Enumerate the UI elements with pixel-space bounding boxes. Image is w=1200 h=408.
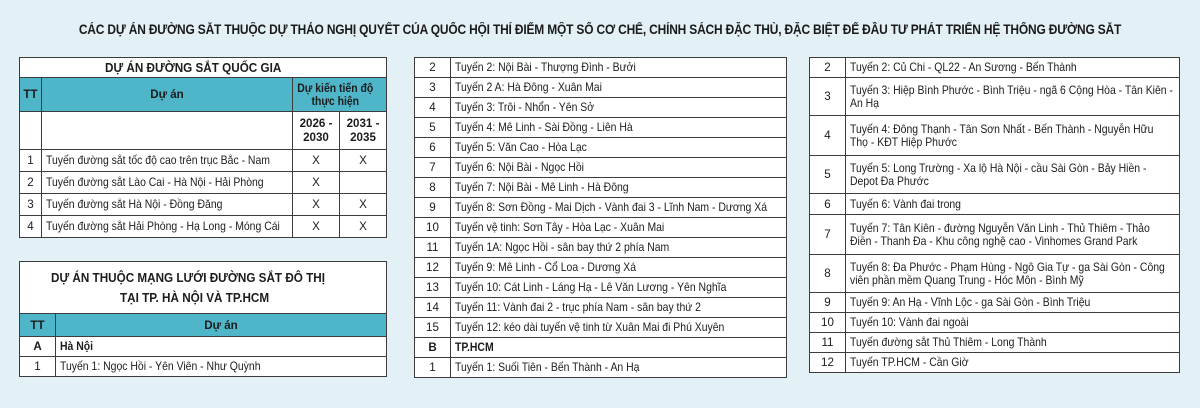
mark-2026-2030: X	[293, 150, 340, 172]
mark-2031-2035: X	[340, 194, 387, 216]
table-row	[810, 78, 1180, 116]
row-number: 7	[810, 215, 846, 255]
table-row	[810, 194, 1180, 215]
urban-projects-table-right	[809, 57, 1180, 373]
mark-2031-2035: X	[340, 150, 387, 172]
project-name: Tuyến 10: Cát Linh - Láng Hạ - Lê Văn Lương - Yên Nghĩa	[451, 278, 787, 298]
col-header-period-2031-2035: 2031 - 2035	[340, 112, 387, 150]
project-name: Tuyến 10: Vành đai ngoài	[846, 313, 1180, 333]
project-name: Tuyến 6: Nội Bài - Ngọc Hồi	[451, 158, 787, 178]
group-row-hcm	[415, 338, 787, 358]
project-name: Tuyến đường sắt Hải Phòng - Hạ Long - Móng Cái	[42, 216, 293, 238]
table-row	[415, 98, 787, 118]
table-row	[20, 216, 387, 238]
row-number: 15	[415, 318, 451, 338]
row-number: 8	[415, 178, 451, 198]
table-row	[415, 198, 787, 218]
row-number: 5	[415, 118, 451, 138]
table-row	[415, 238, 787, 258]
group-name: TP.HCM	[451, 338, 787, 358]
project-name: Tuyến 5: Long Trường - Xa lộ Hà Nội - cầu Sài Gòn - Bảy Hiền - Depot Đa Phước	[846, 156, 1180, 194]
row-number: 14	[415, 298, 451, 318]
col-header-project: Dự án	[56, 314, 387, 337]
row-number: 2	[415, 58, 451, 78]
table-row	[810, 313, 1180, 333]
table-row	[810, 353, 1180, 373]
project-name: Tuyến 2: Nội Bài - Thượng Đình - Bưởi	[451, 58, 787, 78]
row-number: 12	[810, 353, 846, 373]
col-header-tt: TT	[20, 78, 42, 112]
project-name: Tuyến 7: Tân Kiên - đường Nguyễn Văn Linh - Thủ Thiêm - Thảo Điền - Thanh Đa - Khu công nghệ cao - Vinhomes Grand Park	[846, 215, 1180, 255]
row-number: 8	[810, 255, 846, 293]
project-name: Tuyến đường sắt tốc độ cao trên trục Bắc - Nam	[42, 150, 293, 172]
mark-2031-2035	[340, 172, 387, 194]
row-number: 6	[810, 194, 846, 215]
row-number: 5	[810, 156, 846, 194]
project-name: Tuyến 2 A: Hà Đông - Xuân Mai	[451, 78, 787, 98]
project-name: Tuyến 6: Vành đai trong	[846, 194, 1180, 215]
row-number: 2	[20, 172, 42, 194]
project-name: Tuyến 5: Văn Cao - Hòa Lạc	[451, 138, 787, 158]
project-name: Tuyến 4: Đông Thạnh - Tân Sơn Nhất - Bến Thành - Nguyễn Hữu Thọ - KĐT Hiệp Phước	[846, 116, 1180, 156]
row-number: 9	[810, 293, 846, 313]
project-name: Tuyến 2: Củ Chi - QL22 - An Sương - Bến Thành	[846, 58, 1180, 78]
table-row	[415, 58, 787, 78]
table-row	[415, 178, 787, 198]
table-row	[810, 333, 1180, 353]
table-row	[415, 138, 787, 158]
table-row	[810, 156, 1180, 194]
row-number: 7	[415, 158, 451, 178]
table-row	[415, 258, 787, 278]
group-label: B	[415, 338, 451, 358]
table-row	[810, 255, 1180, 293]
page-title: CÁC DỰ ÁN ĐƯỜNG SẮT THUỘC DỰ THẢO NGHỊ QUYẾT CỦA QUỐC HỘI THÍ ĐIỂM MỘT SỐ CƠ CHẾ, CHÍNH SÁCH ĐẶC THÙ, ĐẶC BIỆT ĐỂ ĐẦU TƯ PHÁT TRIỂN HỆ THỐNG ĐƯỜNG SẮT	[78, 22, 1122, 37]
table-row	[20, 194, 387, 216]
table-row	[415, 298, 787, 318]
table-row	[810, 293, 1180, 313]
table-row	[415, 218, 787, 238]
project-name: Tuyến đường sắt Thủ Thiêm - Long Thành	[846, 333, 1180, 353]
table-row	[415, 318, 787, 338]
project-name: Tuyến 7: Nội Bài - Mê Linh - Hà Đông	[451, 178, 787, 198]
table-row	[415, 78, 787, 98]
project-name: Tuyến 3: Hiệp Bình Phước - Bình Triệu - ngã 6 Cộng Hòa - Tân Kiên - An Hạ	[846, 78, 1180, 116]
table-row	[20, 357, 387, 377]
row-number: 10	[415, 218, 451, 238]
row-number: 4	[810, 116, 846, 156]
project-name: Tuyến vệ tinh: Sơn Tây - Hòa Lạc - Xuân Mai	[451, 218, 787, 238]
col-header-period-2026-2030: 2026 - 2030	[293, 112, 340, 150]
project-name: Tuyến 12: kéo dài tuyến vệ tinh từ Xuân Mai đi Phú Xuyên	[451, 318, 787, 338]
table-row	[415, 158, 787, 178]
project-name: Tuyến 1: Ngọc Hồi - Yên Viên - Như Quỳnh	[56, 357, 387, 377]
table-row	[415, 118, 787, 138]
project-name: Tuyến 11: Vành đai 2 - trục phía Nam - sân bay thứ 2	[451, 298, 787, 318]
table-row	[415, 358, 787, 378]
mark-2026-2030: X	[293, 172, 340, 194]
group-row-hanoi	[20, 337, 387, 357]
col-header-schedule: Dự kiến tiến độ thực hiện	[293, 78, 387, 112]
col-header-tt: TT	[20, 314, 56, 337]
project-name: Tuyến 9: Mê Linh - Cổ Loa - Dương Xá	[451, 258, 787, 278]
table-row	[20, 150, 387, 172]
project-name: Tuyến 3: Trôi - Nhổn - Yên Sở	[451, 98, 787, 118]
project-name: Tuyến 9: An Hạ - Vĩnh Lộc - ga Sài Gòn - Bình Triệu	[846, 293, 1180, 313]
mark-2031-2035: X	[340, 216, 387, 238]
row-number: 1	[20, 357, 56, 377]
project-name: Tuyến đường sắt Lào Cai - Hà Nội - Hải Phòng	[42, 172, 293, 194]
national-table-title: DỰ ÁN ĐƯỜNG SẮT QUỐC GIA	[20, 58, 387, 78]
national-projects-table	[19, 57, 387, 238]
urban-table-title: DỰ ÁN THUỘC MẠNG LƯỚI ĐƯỜNG SẮT ĐÔ THỊ TẠI TP. HÀ NỘI VÀ TP.HCM	[20, 262, 387, 314]
project-name: Tuyến 1A: Ngọc Hồi - sân bay thứ 2 phía Nam	[451, 238, 787, 258]
col-header-project: Dự án	[42, 78, 293, 112]
row-number: 12	[415, 258, 451, 278]
row-number: 9	[415, 198, 451, 218]
project-name: Tuyến 4: Mê Linh - Sài Đồng - Liên Hà	[451, 118, 787, 138]
group-name: Hà Nội	[56, 337, 387, 357]
urban-projects-table-middle	[414, 57, 787, 378]
row-number: 3	[20, 194, 42, 216]
mark-2026-2030: X	[293, 194, 340, 216]
urban-projects-table	[19, 261, 387, 377]
row-number: 4	[415, 98, 451, 118]
row-number: 3	[415, 78, 451, 98]
row-number: 11	[810, 333, 846, 353]
project-name: Tuyến 1: Suối Tiên - Bến Thành - An Hạ	[451, 358, 787, 378]
row-number: 6	[415, 138, 451, 158]
table-row	[20, 172, 387, 194]
row-number: 13	[415, 278, 451, 298]
table-row	[415, 278, 787, 298]
project-name: Tuyến 8: Sơn Đồng - Mai Dịch - Vành đai 3 - Lĩnh Nam - Dương Xá	[451, 198, 787, 218]
project-name: Tuyến TP.HCM - Cần Giờ	[846, 353, 1180, 373]
row-number: 1	[415, 358, 451, 378]
row-number: 1	[20, 150, 42, 172]
row-number: 11	[415, 238, 451, 258]
table-row	[810, 116, 1180, 156]
row-number: 10	[810, 313, 846, 333]
row-number: 2	[810, 58, 846, 78]
mark-2026-2030: X	[293, 216, 340, 238]
project-name: Tuyến đường sắt Hà Nội - Đồng Đăng	[42, 194, 293, 216]
group-label: A	[20, 337, 56, 357]
project-name: Tuyến 8: Đa Phước - Phạm Hùng - Ngô Gia Tự - ga Sài Gòn - Công viên phần mềm Quang Trung - Hóc Môn - Bình Mỹ	[846, 255, 1180, 293]
table-row	[810, 58, 1180, 78]
table-row	[810, 215, 1180, 255]
row-number: 4	[20, 216, 42, 238]
row-number: 3	[810, 78, 846, 116]
